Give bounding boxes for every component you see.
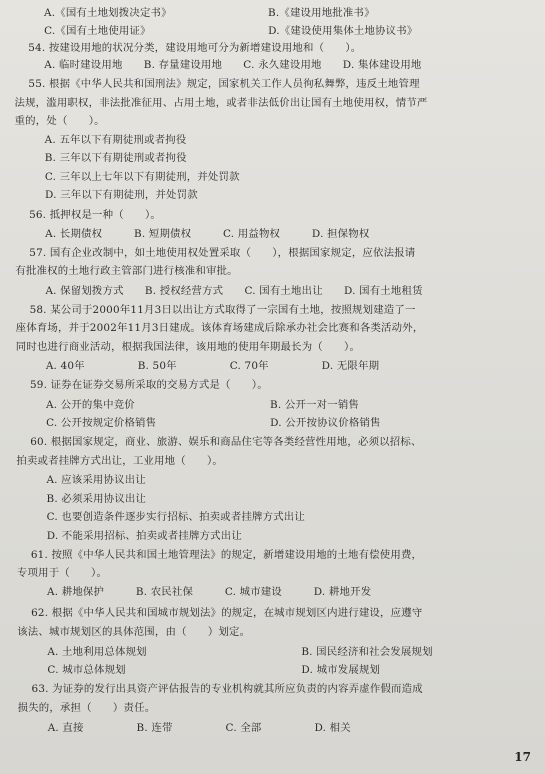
text-line: 57. 国有企业改制中，如土地使用权处置采取（ ），根据国家规定，应依法报请 [29, 247, 416, 259]
text-line: B. 三年以下有期徒刑或者拘役 [44, 152, 187, 164]
text-line: D. 不能采用招标、拍卖或者挂牌方式出让 [46, 530, 242, 542]
option-left: A. 公开的集中竞价 [46, 399, 135, 411]
text-line: 63. 为证券的发行出具资产评估报告的专业机构就其所应负责的内容弄虚作假而造成 [31, 683, 423, 695]
text-line: A. 长期债权 B. 短期债权 C. 用益物权 D. 担保物权 [45, 228, 370, 240]
text-line: 55. 根据《中华人民共和国刑法》规定，国家机关工作人员徇私舞弊，违反土地管理 [28, 78, 420, 90]
text-line: 座体育场，并于2002年11月3日建成。该体育场建成后除承办社会比赛和各类活动外， [15, 322, 424, 334]
text-line: B. 必须采用协议出让 [46, 493, 147, 505]
text-line: C. 也要创造条件逐步实行招标、拍卖或者挂牌方式出让 [46, 511, 305, 523]
text-line: A. 直接 B. 连带 C. 全部 D. 相关 [47, 722, 351, 734]
text-line: C. 三年以上七年以下有期徒刑，并处罚款 [44, 171, 240, 183]
text-line: 59. 证券在证券交易所采取的交易方式是（ ）。 [29, 379, 268, 391]
text-line: 54. 按建设用地的状况分类，建设用地可分为新增建设用地和（ ）。 [28, 42, 362, 54]
text-line: 有批准权的土地行政主管部门进行核准和审批。 [15, 265, 238, 277]
text-line: 重的，处（ ）。 [14, 115, 105, 127]
option-right: D. 城市发展规划 [301, 664, 381, 676]
text-line: 该法、城市规划区的具体范围，由（ ）划定。 [17, 626, 251, 638]
text-line: D. 三年以下有期徒刑，并处罚款 [44, 189, 198, 201]
option-left: A. 土地利用总体规划 [47, 646, 147, 658]
option-right: D.《建设使用集体土地协议书》 [268, 25, 418, 37]
text-line: A. 五年以下有期徒刑或者拘役 [44, 134, 187, 146]
text-line: 56. 抵押权是一种（ ）。 [29, 209, 161, 221]
text-line: 58. 某公司于2000年11月3日以出让方式取得了一宗国有土地，按照规划建造了一 [29, 304, 416, 316]
option-left: A.《国有土地划拨决定书》 [44, 7, 172, 19]
text-line: 拍卖或者挂牌方式出让，工业用地（ ）。 [16, 455, 223, 467]
option-right: B.《建设用地批准书》 [268, 7, 375, 19]
text-line: A. 耕地保护 B. 农民社保 C. 城市建设 D. 耕地开发 [47, 586, 372, 598]
option-right: D. 公开按协议价格销售 [270, 417, 381, 429]
option-left: C. 公开按规定价格销售 [46, 417, 157, 429]
text-line: A. 应该采用协议出让 [46, 474, 146, 486]
option-left: C.《国有土地使用证》 [44, 25, 151, 37]
text-line: 法规，滥用职权，非法批准征用、占用土地，或者非法低价出让国有土地使用权，情节严 [14, 97, 428, 109]
option-right: B. 国民经济和社会发展规划 [301, 646, 433, 658]
option-right: B. 公开一对一销售 [270, 399, 360, 411]
text-line: 60. 根据国家规定，商业、旅游、娱乐和商品住宅等各类经营性用地，必须以招标、 [30, 436, 422, 448]
text-line: A. 临时建设用地 B. 存量建设用地 C. 永久建设用地 D. 集体建设用地 [44, 59, 422, 71]
text-line: 损失的，承担（ ）责任。 [17, 702, 156, 714]
text-line: A. 40年 B. 50年 C. 70年 D. 无限年期 [45, 360, 380, 372]
text-line: 同时也进行商业活动，根据我国法律，该用地的使用年期最长为（ ）。 [15, 341, 361, 353]
text-line: A. 保留划拨方式 B. 授权经营方式 C. 国有土地出让 D. 国有土地租赁 [45, 285, 423, 297]
text-line: 62. 根据《中华人民共和国城市规划法》的规定，在城市规划区内进行建设，应遵守 [31, 607, 423, 619]
option-left: C. 城市总体规划 [47, 664, 126, 676]
page-number: 17 [514, 750, 531, 764]
text-line: 专项用于（ ）。 [16, 567, 108, 579]
text-line: 61. 按照《中华人民共和国土地管理法》的规定，新增建设用地的土地有偿使用费， [30, 549, 423, 561]
